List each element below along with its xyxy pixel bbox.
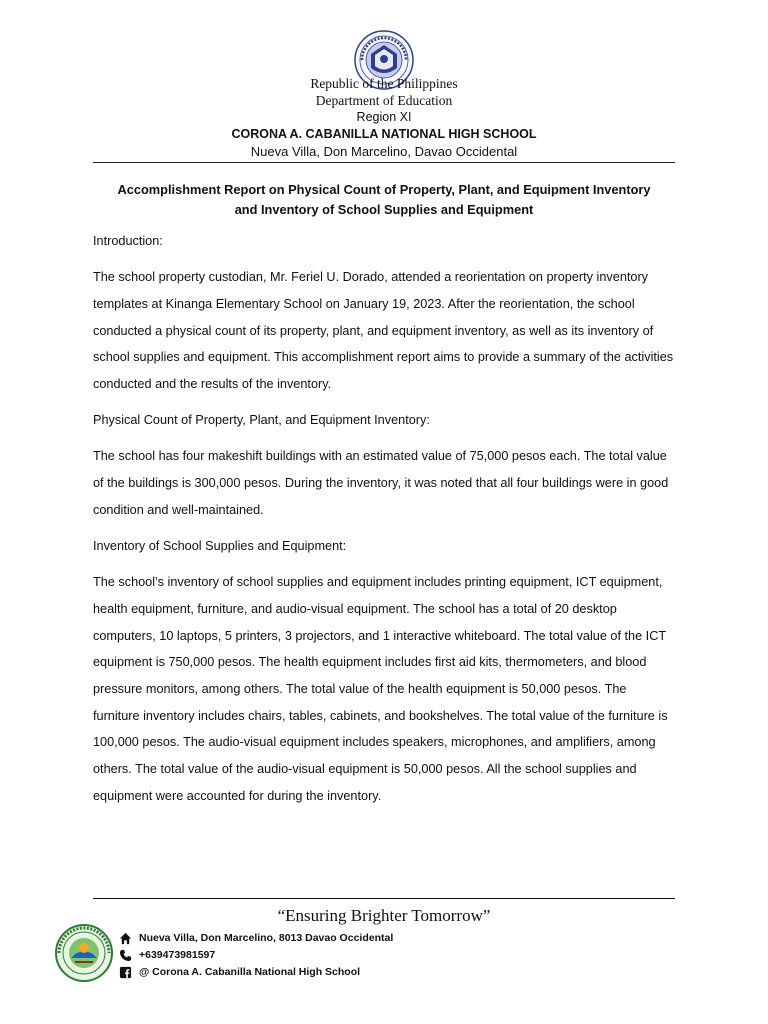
header-divider xyxy=(93,162,675,163)
contact-phone: +639473981597 xyxy=(139,949,216,961)
school-motto: “Ensuring Brighter Tomorrow” xyxy=(277,906,491,925)
ppe-heading: Physical Count of Property, Plant, and Equipment Inventory: xyxy=(93,413,430,428)
contact-info xyxy=(119,930,393,981)
contact-address-row xyxy=(119,930,393,947)
region-name: Region XI xyxy=(356,110,412,124)
introduction-paragraph: The school property custodian, Mr. Feriel U. Dorado, attended a reorientation on property inventory templates at Kinanga Elementary School on January 19, 2023. After the reorientation, the school conducted a physical count of its property, plant, and equipment inventory, as well as its inventory of school supplies and equipment. This accomplishment report aims to provide a summary of the activities conducted and the results of the inventory. xyxy=(93,270,674,392)
contact-facebook-row xyxy=(119,964,393,981)
report-body xyxy=(93,228,675,819)
school-logo-icon xyxy=(55,924,113,982)
facebook-icon xyxy=(119,966,132,979)
contact-phone-row xyxy=(119,947,393,964)
supplies-paragraph: The school’s inventory of school supplies and equipment includes printing equipment, ICT equipment, health equipment, furniture, and audio-visual equipment. The school has a total of 20 desktop computers, 10 laptops, 5 printers, 3 projectors, and 1 interactive whiteboard. The total value of the ICT equipment is 750,000 pesos. The health equipment includes first aid kits, thermometers, and blood pressure monitors, among others. The total value of the health equipment is 50,000 pesos. The furniture inventory includes chairs, tables, cabinets, and bookshelves. The total value of the furniture is 100,000 pesos. The audio-visual equipment includes speakers, microphones, and amplifiers, among others. The total value of the audio-visual equipment is 50,000 pesos. All the school supplies and equipment were accounted for during the inventory. xyxy=(93,575,668,803)
supplies-heading: Inventory of School Supplies and Equipment: xyxy=(93,539,347,554)
contact-address: Nueva Villa, Don Marcelino, 8013 Davao Occidental xyxy=(139,932,394,944)
footer-divider xyxy=(93,898,675,899)
report-title xyxy=(93,180,675,220)
school-address: Nueva Villa, Don Marcelino, Davao Occidental xyxy=(250,144,518,159)
letterhead xyxy=(0,75,768,161)
report-title-line-2: and Inventory of School Supplies and Equipment xyxy=(234,202,534,217)
introduction-heading: Introduction: xyxy=(93,234,163,248)
contact-facebook: @ Corona A. Cabanilla National High School xyxy=(139,966,361,978)
ppe-paragraph: The school has four makeshift buildings with an estimated value of 75,000 pesos each. The total value of the buildings is 300,000 pesos. During the inventory, it was noted that all four buildings were in good condition and well-maintained. xyxy=(93,449,669,517)
country-name: Republic of the Philippines xyxy=(310,76,458,91)
home-icon xyxy=(119,932,132,945)
phone-icon xyxy=(119,949,132,962)
department-name: Department of Education xyxy=(315,93,453,108)
report-title-line-1: Accomplishment Report on Physical Count of Property, Plant, and Equipment Inventory xyxy=(117,182,651,197)
school-name: CORONA A. CABANILLA NATIONAL HIGH SCHOOL xyxy=(231,127,537,141)
